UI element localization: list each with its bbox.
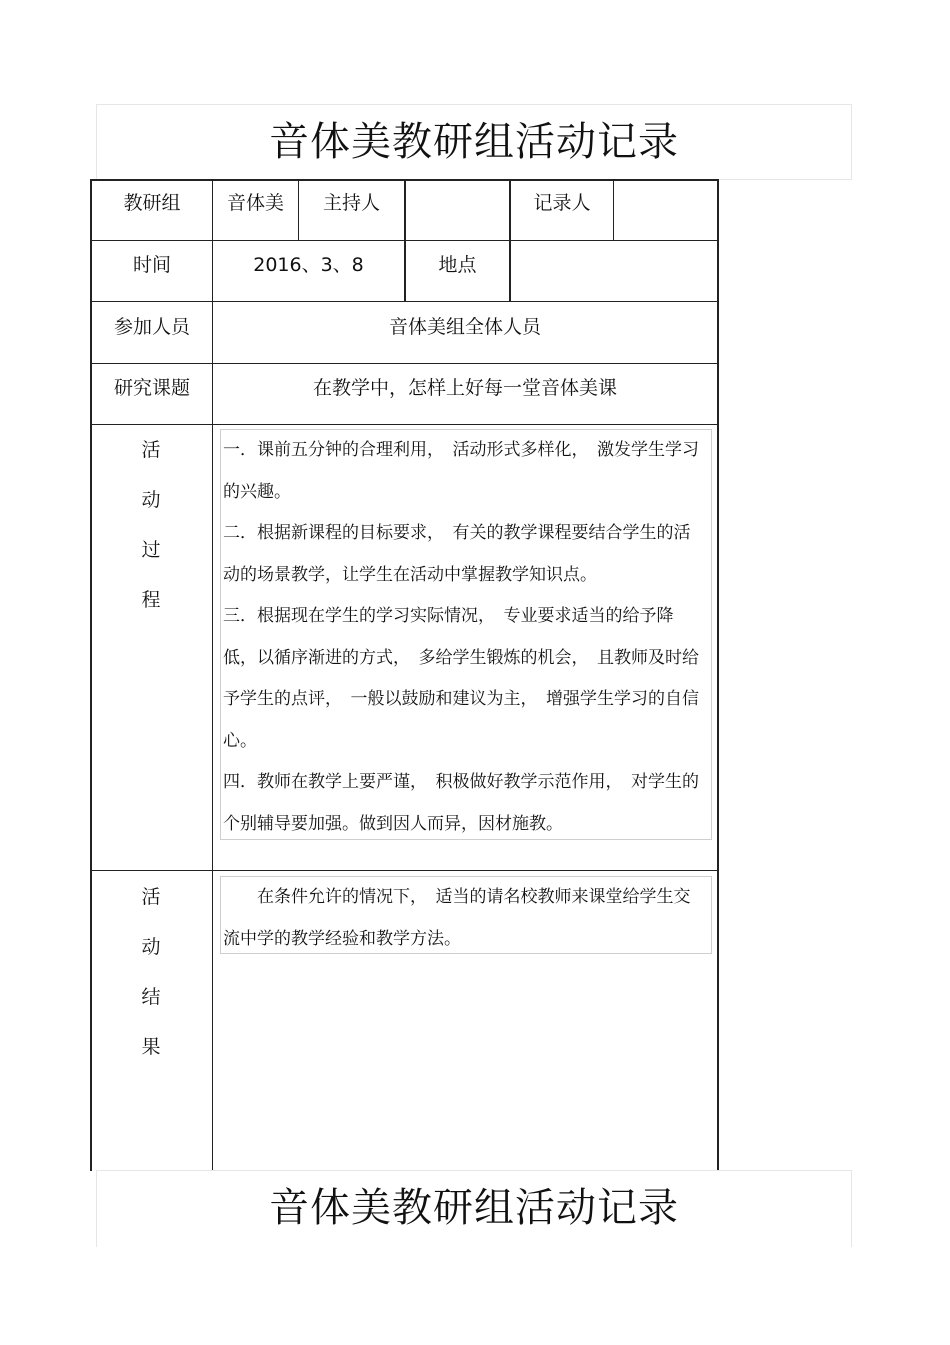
result-label	[90, 872, 212, 1072]
recorder-label: 记录人	[533, 192, 591, 214]
topic-label: 研究课题	[113, 377, 190, 399]
title-header	[96, 104, 852, 180]
group-label: 教研组	[123, 192, 181, 214]
host-label: 主持人	[322, 192, 380, 214]
process-label-char: 程	[141, 589, 161, 611]
process-label-char: 过	[141, 539, 161, 561]
page-title-repeat: 音体美教研组活动记录	[269, 1185, 679, 1231]
participants-value: 音体美组全体人员	[388, 316, 541, 338]
result-label-char: 结	[141, 986, 161, 1008]
host-value	[406, 181, 509, 225]
process-paragraph: 一．课前五分钟的合理利用， 活动形式多样化， 激发学生学习的兴趣。	[223, 440, 699, 502]
place-label: 地点	[438, 254, 477, 276]
process-paragraph: 四．教师在教学上要严谨， 积极做好教学示范作用， 对学生的个别辅导要加强。做到因人而异，因材施教。	[223, 772, 699, 834]
recorder-value	[614, 181, 717, 225]
time-value: 2016、3、8	[253, 254, 364, 276]
time-label: 时间	[132, 254, 171, 276]
process-content	[220, 429, 712, 840]
result-content	[220, 876, 712, 954]
place-value	[511, 243, 717, 287]
page-title: 音体美教研组活动记录	[269, 119, 679, 165]
table-border-right	[717, 179, 719, 1171]
process-label-char: 动	[141, 489, 161, 511]
result-label-char: 活	[141, 886, 161, 908]
group-value: 音体美	[226, 192, 284, 214]
row-divider	[90, 870, 719, 871]
result-label-char: 动	[141, 936, 161, 958]
process-paragraph: 三．根据现在学生的学习实际情况， 专业要求适当的给予降低，以循序渐进的方式， 多给学生锻炼的机会， 且教师及时给予学生的点评， 一般以鼓励和建议为主， 增强学生学习的自信心。	[223, 606, 699, 751]
process-paragraph: 二．根据新课程的目标要求， 有关的教学课程要结合学生的活动的场景教学，让学生在活动中掌握教学知识点。	[223, 523, 691, 585]
topic-value: 在教学中，怎样上好每一堂音体美课	[312, 377, 617, 399]
result-label-char: 果	[141, 1036, 161, 1058]
row-divider	[90, 363, 719, 364]
process-label-char: 活	[141, 439, 161, 461]
participants-label: 参加人员	[113, 316, 190, 338]
process-label	[90, 425, 212, 625]
row-divider	[90, 301, 719, 302]
result-paragraph: 在条件允许的情况下， 适当的请名校教师来课堂给学生交流中学的教学经验和教学方法。	[223, 887, 691, 949]
title-header-repeat	[96, 1170, 852, 1247]
